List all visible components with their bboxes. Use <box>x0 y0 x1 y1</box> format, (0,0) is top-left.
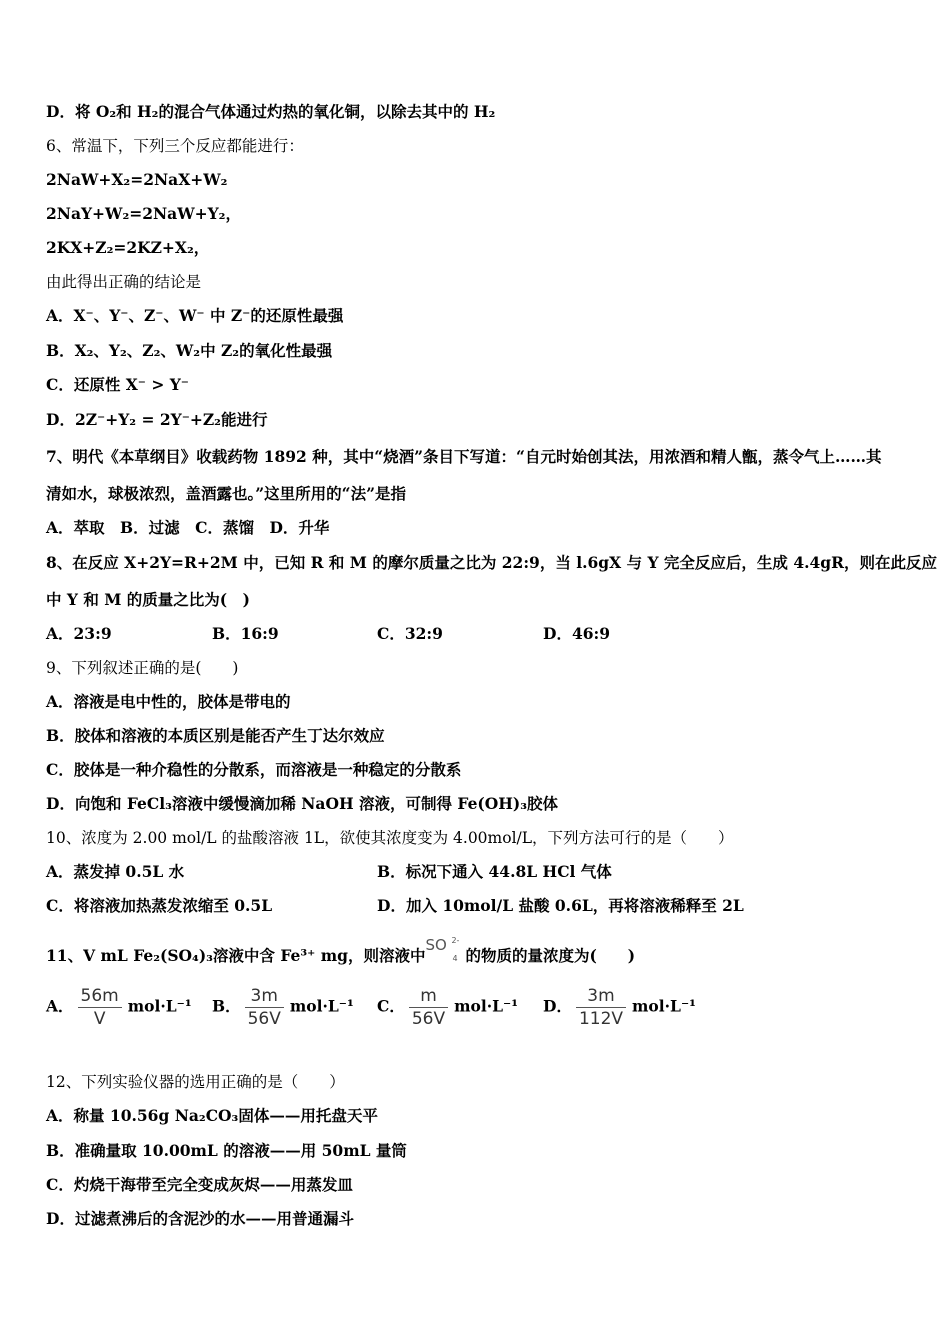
q6-equation-3: 2KX+Z₂=2KZ+X₂， <box>46 238 210 257</box>
fraction <box>409 986 448 1029</box>
q11-option-c <box>377 986 518 1029</box>
q6-option-b: B．X₂、Y₂、Z₂、W₂中 Z₂的氧化性最强 <box>46 341 333 360</box>
denominator: V <box>93 1009 106 1029</box>
ion-base: SO <box>425 936 447 954</box>
unit: mol·L⁻¹ <box>289 996 354 1016</box>
unit: mol·L⁻¹ <box>632 996 696 1016</box>
q6-option-a: A．X⁻、Y⁻、Z⁻、W⁻ 中 Z⁻的还原性最强 <box>46 306 344 325</box>
q9-option-c: C．胶体是一种介稳性的分散系，而溶液是一种稳定的分散系 <box>46 760 462 779</box>
q6-option-c: C．还原性 X⁻ > Y⁻ <box>46 375 189 394</box>
q9-stem: 9、下列叙述正确的是( ) <box>46 659 239 677</box>
denominator: 56V <box>247 1009 281 1029</box>
option-label: D． <box>543 996 572 1016</box>
q11-stem-part-a: 11、V mL Fe₂(SO₄)₃溶液中含 Fe³⁺ mg，则溶液中 <box>46 946 426 965</box>
unit: mol·L⁻¹ <box>127 996 192 1016</box>
option-label: C． <box>377 996 405 1016</box>
option-label: A． <box>46 996 74 1016</box>
q8-option-d: D．46:9 <box>543 624 611 643</box>
q11-option-b <box>212 986 354 1029</box>
q10-stem: 10、浓度为 2.00 mol/L 的盐酸溶液 1L，欲使其浓度变为 4.00mol/L，下列方法可行的是（ ） <box>46 829 734 847</box>
q7-stem-line-2: 清如水，球极浓烈，盖酒露也。”这里所用的“法”是指 <box>46 484 406 503</box>
q8-option-a: A．23:9 <box>46 624 112 643</box>
q9-option-b: B．胶体和溶液的本质区别是能否产生丁达尔效应 <box>46 726 385 745</box>
q11-stem-part-b: 的物质的量浓度为( ) <box>465 946 636 965</box>
numerator: 3m <box>245 986 284 1008</box>
q6-stem: 6、常温下，下列三个反应都能进行： <box>46 137 304 155</box>
q6-equation-2: 2NaY+W₂=2NaW+Y₂， <box>46 204 241 223</box>
q5-option-d: D．将 O₂和 H₂的混合气体通过灼热的氧化铜，以除去其中的 H₂ <box>46 102 496 121</box>
q6-equation-1: 2NaW+X₂=2NaX+W₂ <box>46 170 228 189</box>
q12-stem: 12、下列实验仪器的选用正确的是（ ） <box>46 1073 345 1091</box>
q7-options: A．萃取 B．过滤 C．蒸馏 D．升华 <box>46 518 330 537</box>
q12-option-d: D．过滤煮沸后的含泥沙的水——用普通漏斗 <box>46 1209 354 1228</box>
q6-option-d: D．2Z⁻+Y₂ = 2Y⁻+Z₂能进行 <box>46 410 268 429</box>
fraction <box>78 986 122 1029</box>
q9-option-a: A．溶液是电中性的，胶体是带电的 <box>46 692 291 711</box>
q10-option-a: A．蒸发掉 0.5L 水 <box>46 862 185 881</box>
fraction <box>245 986 284 1029</box>
q11-option-d <box>543 986 696 1029</box>
q8-stem-line-2: 中 Y 和 M 的质量之比为( ) <box>46 590 250 609</box>
q6-prompt: 由此得出正确的结论是 <box>46 273 202 291</box>
q10-option-d: D．加入 10mol/L 盐酸 0.6L，再将溶液稀释至 2L <box>377 896 744 915</box>
q12-option-a: A．称量 10.56g Na₂CO₃固体——用托盘天平 <box>46 1106 378 1125</box>
ion-charge: 2- <box>451 936 460 945</box>
q12-option-b: B．准确量取 10.00mL 的溶液——用 50mL 量筒 <box>46 1141 407 1160</box>
unit: mol·L⁻¹ <box>454 996 519 1016</box>
denominator: 56V <box>411 1009 446 1029</box>
q8-stem-line-1: 8、在反应 X+2Y=R+2M 中，已知 R 和 M 的摩尔质量之比为 22:9，当 l.6gX 与 Y 完全反应后，生成 4.4gR，则在此反应 <box>46 553 938 572</box>
q11-option-a <box>46 986 192 1029</box>
q11-stem <box>46 936 636 966</box>
q8-option-c: C．32:9 <box>377 624 443 643</box>
q7-stem-line-1: 7、明代《本草纲目》收载药物 1892 种，其中“烧酒”条目下写道：“自元时始创其法，用浓酒和精人甑，蒸令气上……其 <box>46 447 882 466</box>
numerator: m <box>409 986 448 1008</box>
numerator: 56m <box>78 986 122 1008</box>
numerator: 3m <box>576 986 626 1008</box>
q8-option-b: B．16:9 <box>212 624 279 643</box>
sulfate-ion-formula <box>425 936 465 963</box>
option-label: B． <box>212 996 241 1016</box>
fraction <box>576 986 626 1029</box>
ion-subscript: 4 <box>452 954 458 963</box>
q10-option-b: B．标况下通入 44.8L HCl 气体 <box>377 862 612 881</box>
q12-option-c: C．灼烧干海带至完全变成灰烬——用蒸发皿 <box>46 1175 353 1194</box>
q10-option-c: C．将溶液加热蒸发浓缩至 0.5L <box>46 896 273 915</box>
q9-option-d: D．向饱和 FeCl₃溶液中缓慢滴加稀 NaOH 溶液，可制得 Fe(OH)₃胶体 <box>46 794 559 813</box>
denominator: 112V <box>578 1009 624 1029</box>
